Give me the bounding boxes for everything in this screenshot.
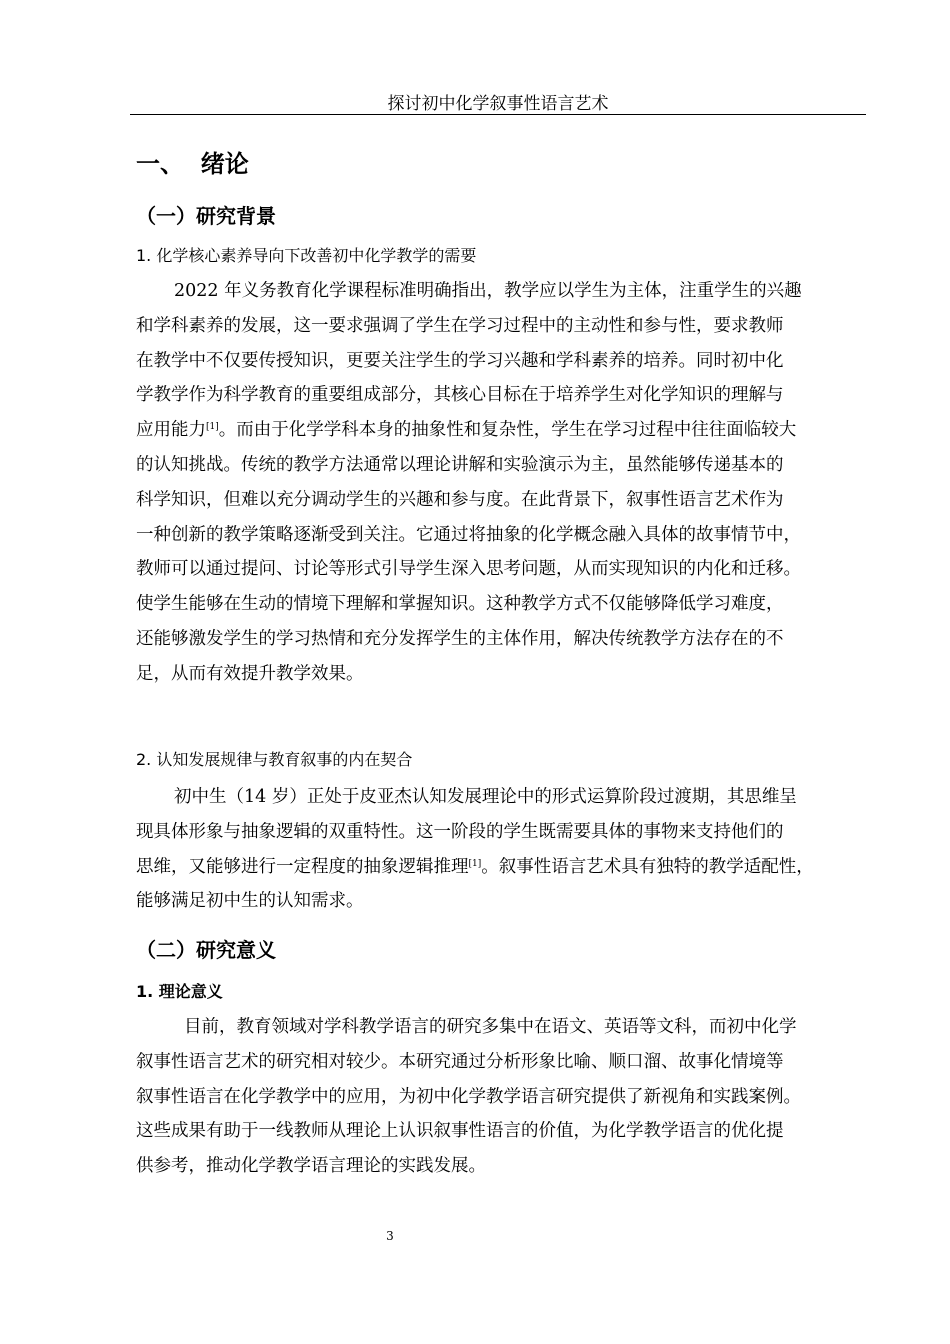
text-line: 能够满足初中生的认知需求。 — [136, 891, 364, 912]
paragraph-cognition — [136, 780, 862, 919]
paragraph-background — [136, 274, 862, 692]
text-line: 学教学作为科学教育的重要组成部分，其核心目标在于培养学生对化学知识的理解与 — [136, 385, 784, 406]
citation-ref[interactable]: [1] — [468, 858, 482, 869]
page-number: 3 — [386, 1229, 394, 1243]
text-line: 的认知挑战。传统的教学方法通常以理论讲解和实验演示为主，虽然能够传递基本的 — [136, 454, 784, 475]
text-line: 叙事性语言在化学教学中的应用，为初中化学教学语言研究提供了新视角和实践案例。 — [136, 1086, 801, 1107]
text-line: 叙事性语言艺术的研究相对较少。本研究通过分析形象比喻、顺口溜、故事化情境等 — [136, 1051, 784, 1072]
text-line: 目前，教育领域对学科教学语言的研究多集中在语文、英语等文科，而初中化学 — [184, 1017, 797, 1037]
section-title-background: （一）研究背景 — [136, 204, 276, 228]
text-line: 使学生能够在生动的情境下理解和掌握知识。这种教学方式不仅能够降低学习难度， — [136, 594, 784, 615]
section-title-significance: （二）研究意义 — [136, 938, 276, 962]
text-line: 在教学中不仅要传授知识，更要关注学生的学习兴趣和学科素养的培养。同时初中化 — [136, 350, 784, 371]
subsection-title-2: 2. 认知发展规律与教育叙事的内在契合 — [136, 750, 413, 769]
text-line: 初中生（14 岁）正处于皮亚杰认知发展理论中的形式运算阶段过渡期，其思维呈 — [174, 787, 797, 807]
subsection-title-theory: 1. 理论意义 — [136, 982, 223, 1001]
text-line: 2022 年义务教育化学课程标准明确指出，教学应以学生为主体，注重学生的兴趣 — [174, 281, 802, 301]
text-line: 科学知识，但难以充分调动学生的兴趣和参与度。在此背景下，叙事性语言艺术作为 — [136, 489, 784, 510]
running-header: 探讨初中化学叙事性语言艺术 — [387, 94, 609, 114]
subsection-title-1: 1. 化学核心素养导向下改善初中化学教学的需要 — [136, 246, 477, 265]
text-line: 足，从而有效提升教学效果。 — [136, 663, 364, 684]
text-line: 一种创新的教学策略逐渐受到关注。它通过将抽象的化学概念融入具体的故事情节中， — [136, 524, 801, 545]
text-line: 和学科素养的发展，这一要求强调了学生在学习过程中的主动性和参与性，要求教师 — [136, 315, 784, 336]
text-line: 应用能力[1]。而由于化学学科本身的抽象性和复杂性，学生在学习过程中往往面临较大 — [136, 420, 797, 441]
header-rule — [130, 114, 866, 115]
text-line: 教师可以通过提问、讨论等形式引导学生深入思考问题，从而实现知识的内化和迁移。 — [136, 559, 801, 580]
citation-ref[interactable]: [1] — [206, 422, 219, 433]
text-line: 供参考，推动化学教学语言理论的实践发展。 — [136, 1156, 486, 1177]
chapter-title: 一、 绪论 — [136, 150, 249, 178]
text-line: 思维，又能够进行一定程度的抽象逻辑推理[1]。叙事性语言艺术具有独特的教学适配性， — [136, 856, 814, 877]
text-line: 现具体形象与抽象逻辑的双重特性。这一阶段的学生既需要具体的事物来支持他们的 — [136, 821, 784, 842]
text-line: 这些成果有助于一线教师从理论上认识叙事性语言的价值，为化学教学语言的优化提 — [136, 1121, 784, 1142]
text-line: 还能够激发学生的学习热情和充分发挥学生的主体作用，解决传统教学方法存在的不 — [136, 628, 784, 649]
paragraph-theory — [136, 1010, 862, 1184]
